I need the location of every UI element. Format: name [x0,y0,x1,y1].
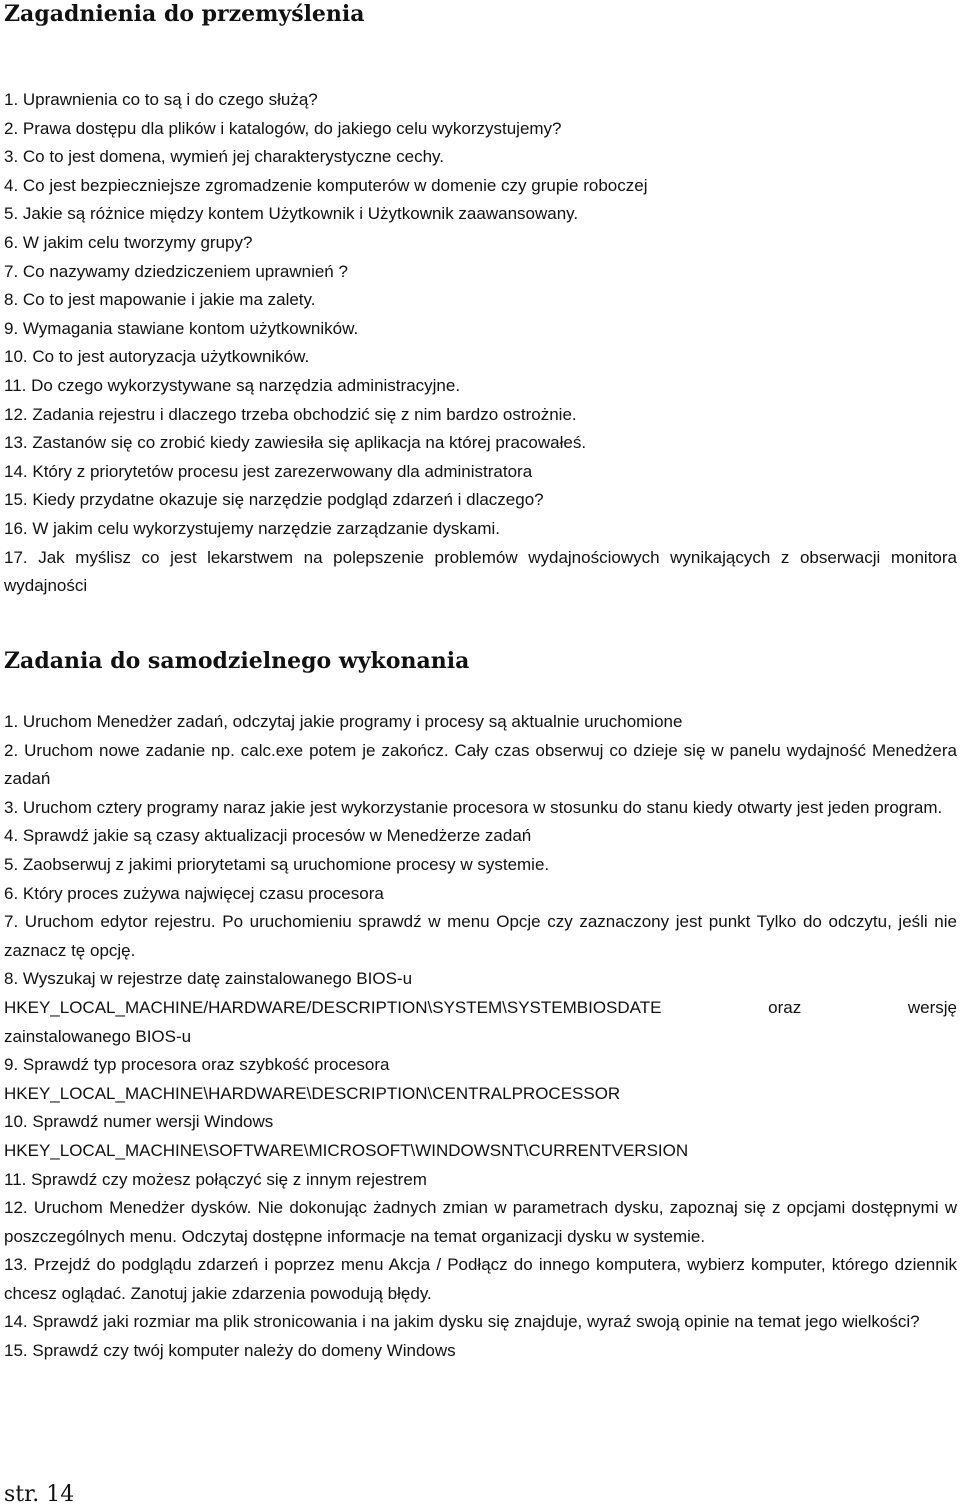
question-item: 7. Co nazywamy dziedziczeniem uprawnień ? [4,261,348,281]
section-heading-tasks: Zadania do samodzielnego wykonania [4,648,470,674]
task-item [4,1108,957,1165]
task-item: 3. Uruchom cztery programy naraz jakie jest wykorzystanie procesora w stosunku do stanu kiedy otwarty jest jeden program. [4,797,943,817]
registry-path: HKEY_LOCAL_MACHINE\HARDWARE\DESCRIPTION\CENTRALPROCESSOR [4,1083,621,1103]
question-item: 13. Zastanów się co zrobić kiedy zawiesiła się aplikacja na której pracowałeś. [4,433,587,453]
question-item: 15. Kiedy przydatne okazuje się narzędzie podgląd zdarzeń i dlaczego? [4,490,544,510]
question-item: 11. Do czego wykorzystywane są narzędzia administracyjne. [4,375,461,395]
task-line: 8. Wyszukaj w rejestrze datę zainstalowanego BIOS-u [4,969,413,989]
registry-path: HKEY_LOCAL_MACHINE/HARDWARE/DESCRIPTION\SYSTEM\SYSTEMBIOSDATE oraz wersję [4,997,957,1017]
task-item: 15. Sprawdź czy twój komputer należy do domeny Windows [4,1341,456,1361]
task-item [4,965,957,1051]
task-item: 13. Przejdź do podglądu zdarzeń i poprzez menu Akcja / Podłącz do innego komputera, wybierz komputer, którego dziennik chcesz oglądać. Zanotuj jakie zdarzenia powodują błędy. [4,1255,957,1303]
task-item: 6. Który proces zużywa najwięcej czasu procesora [4,883,384,903]
question-item: 14. Który z priorytetów procesu jest zarezerwowany dla administratora [4,461,533,481]
question-item: 3. Co to jest domena, wymień jej charakterystyczne cechy. [4,147,444,167]
task-item: 7. Uruchom edytor rejestru. Po uruchomieniu sprawdź w menu Opcje czy zaznaczony jest punkt Tylko do odczytu, jeśli nie zaznacz tę opcję. [4,912,957,960]
question-item: 10. Co to jest autoryzacja użytkowników. [4,347,310,367]
question-item: 17. Jak myślisz co jest lekarstwem na polepszenie problemów wydajnościowych wynikających z obserwacji monitora wydajności [4,547,957,596]
task-item [4,1051,957,1108]
question-item: 12. Zadania rejestru i dlaczego trzeba obchodzić się z nim bardzo ostrożnie. [4,404,577,424]
task-item: 14. Sprawdź jaki rozmiar ma plik stronicowania i na jakim dysku się znajduje, wyraź swoją opinie na temat jego wielkości? [4,1312,920,1332]
question-item: 8. Co to jest mapowanie i jakie ma zalety. [4,290,316,310]
task-line: 10. Sprawdź numer wersji Windows [4,1112,274,1132]
registry-path: HKEY_LOCAL_MACHINE\SOFTWARE\MICROSOFT\WINDOWSNT\CURRENTVERSION [4,1140,689,1160]
question-item: 1. Uprawnienia co to są i do czego służą? [4,90,318,109]
questions-list [4,86,957,601]
task-item: 2. Uruchom nowe zadanie np. calc.exe potem je zakończ. Cały czas obserwuj co dzieje się w panelu wydajność Menedżera zadań [4,740,957,789]
task-item: 1. Uruchom Menedżer zadań, odczytaj jakie programy i procesy są aktualnie uruchomione [4,712,683,731]
tasks-list [4,708,957,1366]
task-line: zainstalowanego BIOS-u [4,1026,192,1046]
task-item: 12. Uruchom Menedżer dysków. Nie dokonując żadnych zmian w parametrach dysku, zapoznaj się z opcjami dostępnymi w poszczególnych menu. Odczytaj dostępne informacje na temat organizacji dysku w systemie. [4,1198,957,1246]
question-item: 4. Co jest bezpieczniejsze zgromadzenie komputerów w domenie czy grupie roboczej [4,175,648,195]
question-item: 6. W jakim celu tworzymy grupy? [4,232,253,252]
task-item: 5. Zaobserwuj z jakimi priorytetami są uruchomione procesy w systemie. [4,854,550,874]
task-item: 11. Sprawdź czy możesz połączyć się z innym rejestrem [4,1169,427,1189]
section-heading-questions: Zagadnienia do przemyślenia [4,1,365,27]
question-item: 16. W jakim celu wykorzystujemy narzędzie zarządzanie dyskami. [4,518,501,538]
question-item: 2. Prawa dostępu dla plików i katalogów, do jakiego celu wykorzystujemy? [4,118,562,138]
question-item: 9. Wymagania stawiane kontom użytkowników. [4,318,359,338]
question-item: 5. Jakie są różnice między kontem Użytkownik i Użytkownik zaawansowany. [4,204,579,224]
page-number: str. 14 [4,1482,75,1507]
task-item: 4. Sprawdź jakie są czasy aktualizacji procesów w Menedżerze zadań [4,826,532,846]
task-line: 9. Sprawdź typ procesora oraz szybkość procesora [4,1055,390,1075]
